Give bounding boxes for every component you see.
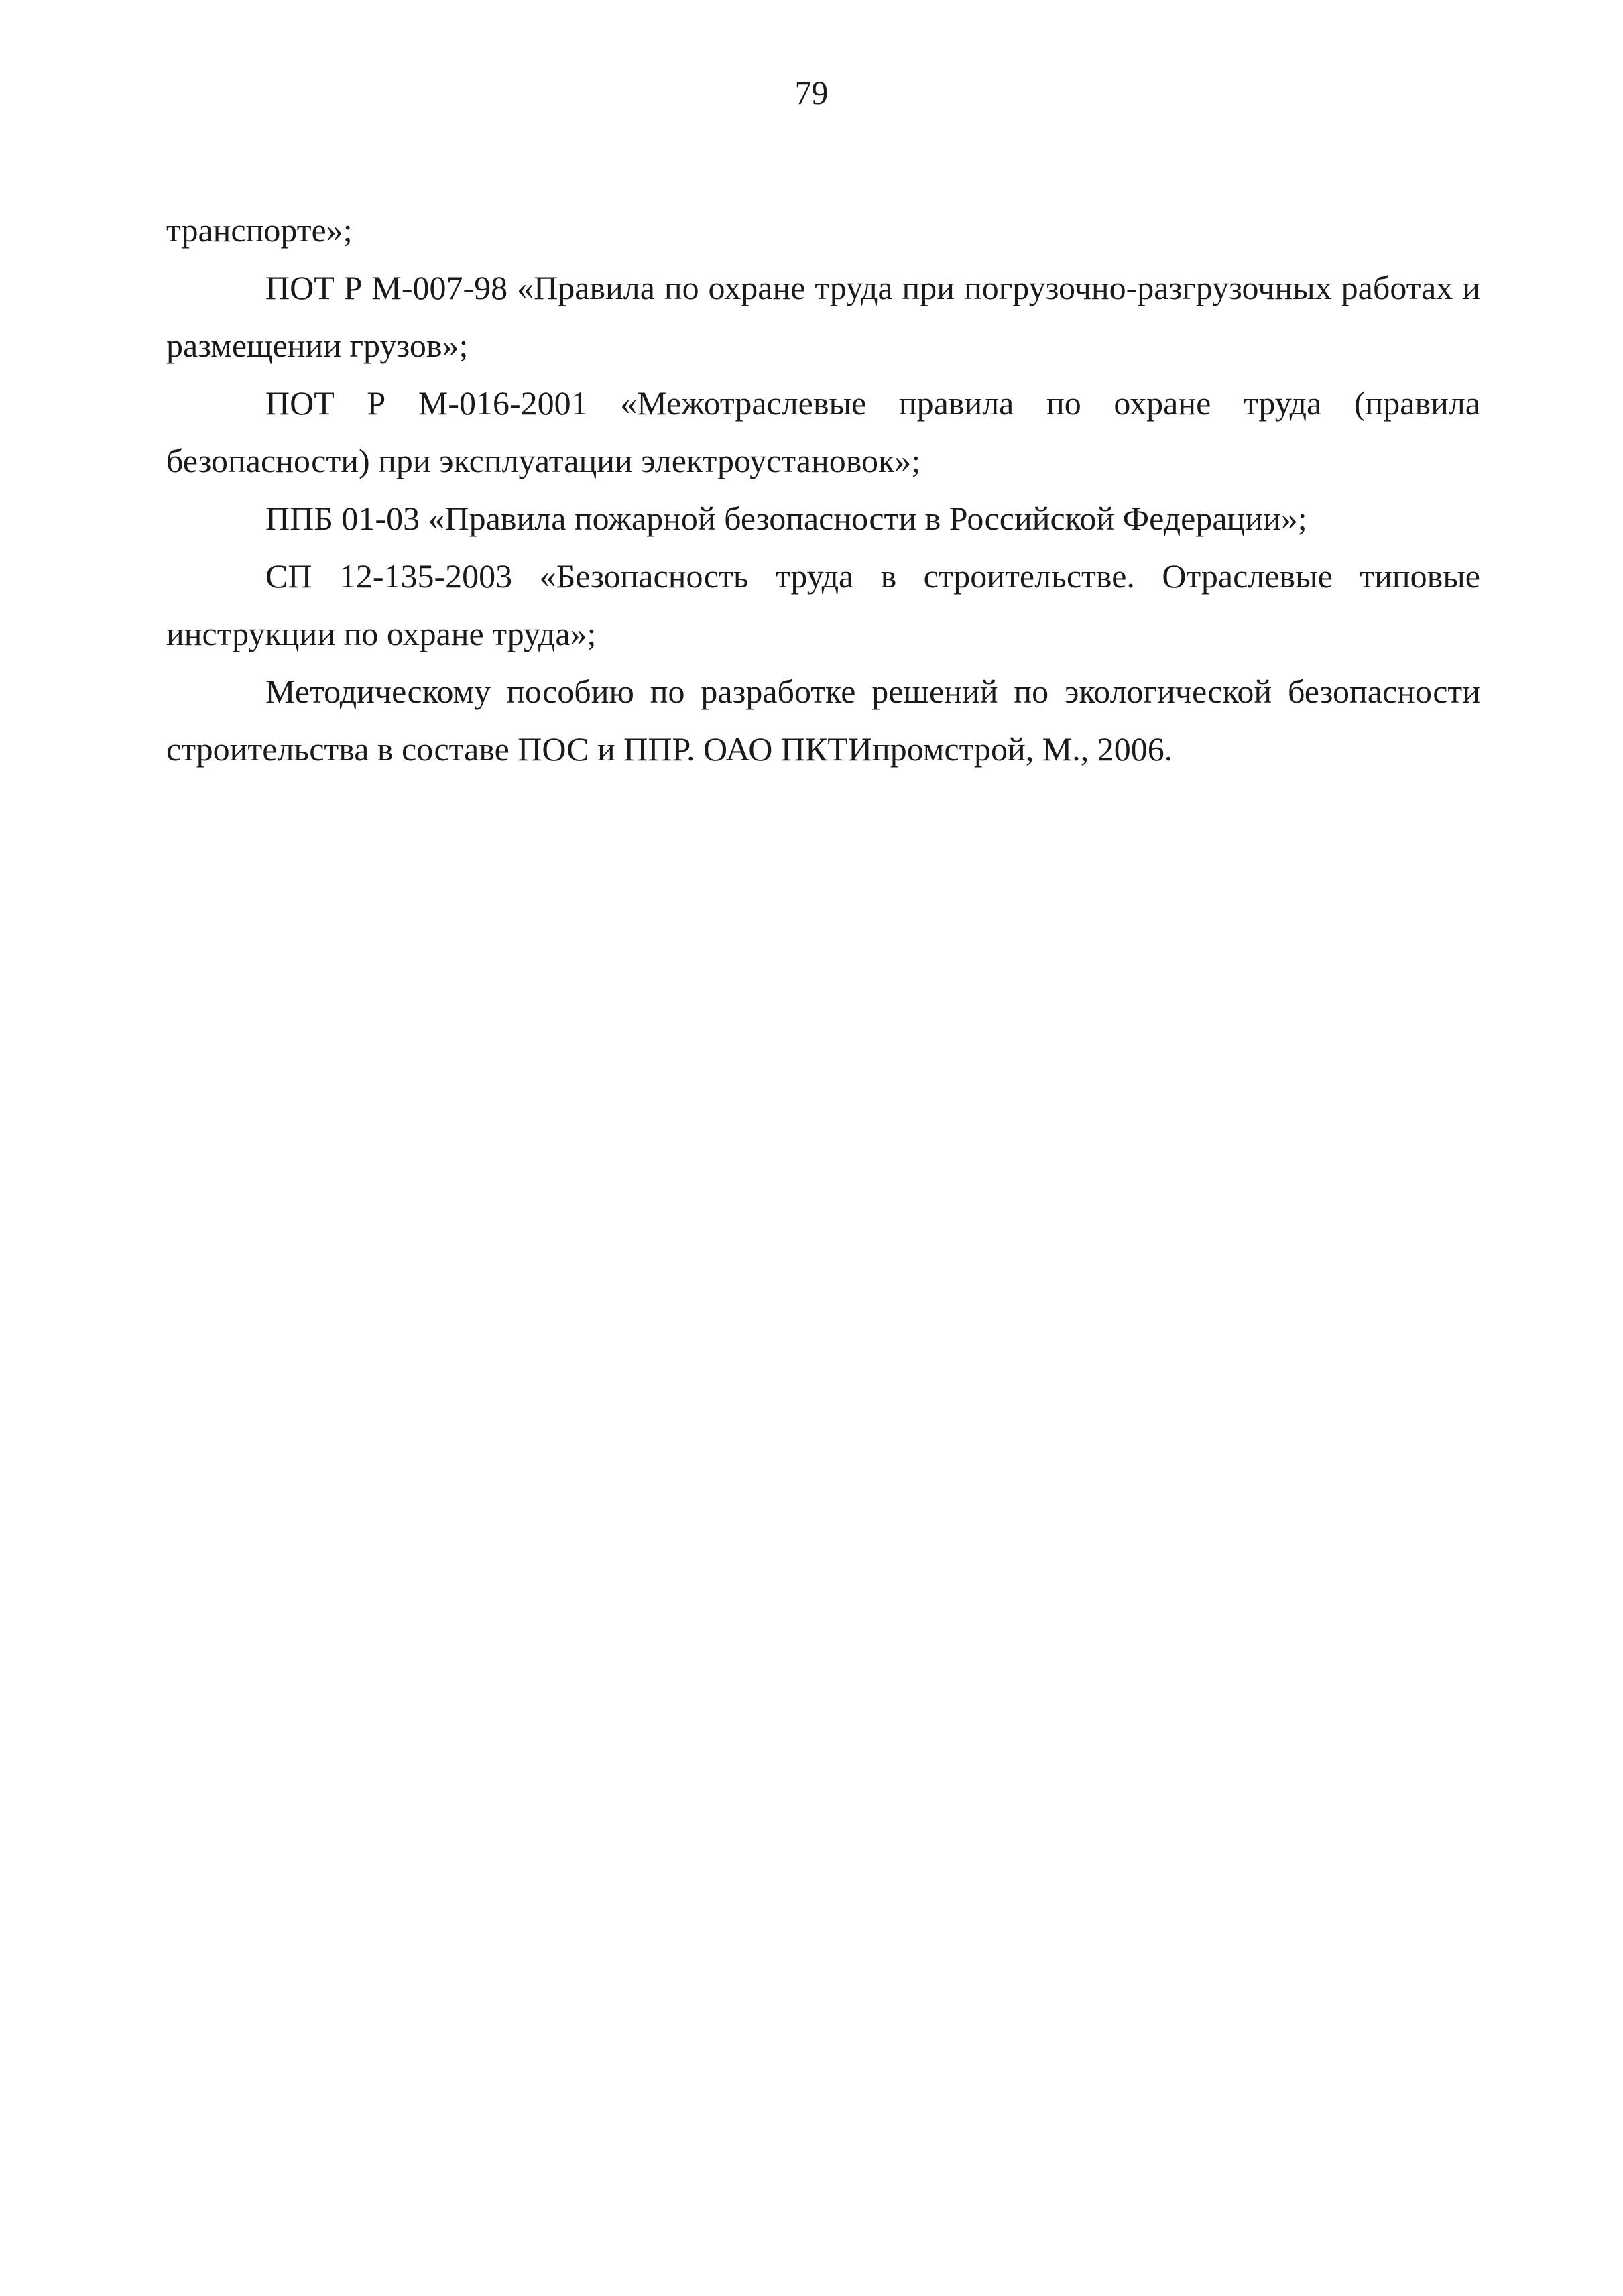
paragraph-ppb-01-03: ППБ 01-03 «Правила пожарной безопасности в Российской Федерации»; <box>265 500 1307 537</box>
paragraph-pot-m-007-98: ПОТ Р М-007-98 «Правила по охране труда при погрузочно-разгрузочных работах и размещении грузов»; <box>166 269 1480 364</box>
paragraph-continuation: транспорте»; <box>166 211 353 249</box>
body-text <box>166 201 1480 778</box>
page-number: 79 <box>794 74 829 111</box>
paragraph-sp-12-135-2003: СП 12-135-2003 «Безопасность труда в строительстве. Отраслевые типовые инструкции по охране труда»; <box>166 557 1480 652</box>
paragraph-pot-m-016-2001: ПОТ Р М-016-2001 «Межотраслевые правила по охране труда (правила безопасности) при эксплуатации электроустановок»; <box>166 384 1480 479</box>
paragraph-methodical-manual: Методическому пособию по разработке решений по экологической безопасности строительства в составе ПОС и ППР. ОАО ПКТИпромстрой, М., 2006. <box>166 673 1480 768</box>
